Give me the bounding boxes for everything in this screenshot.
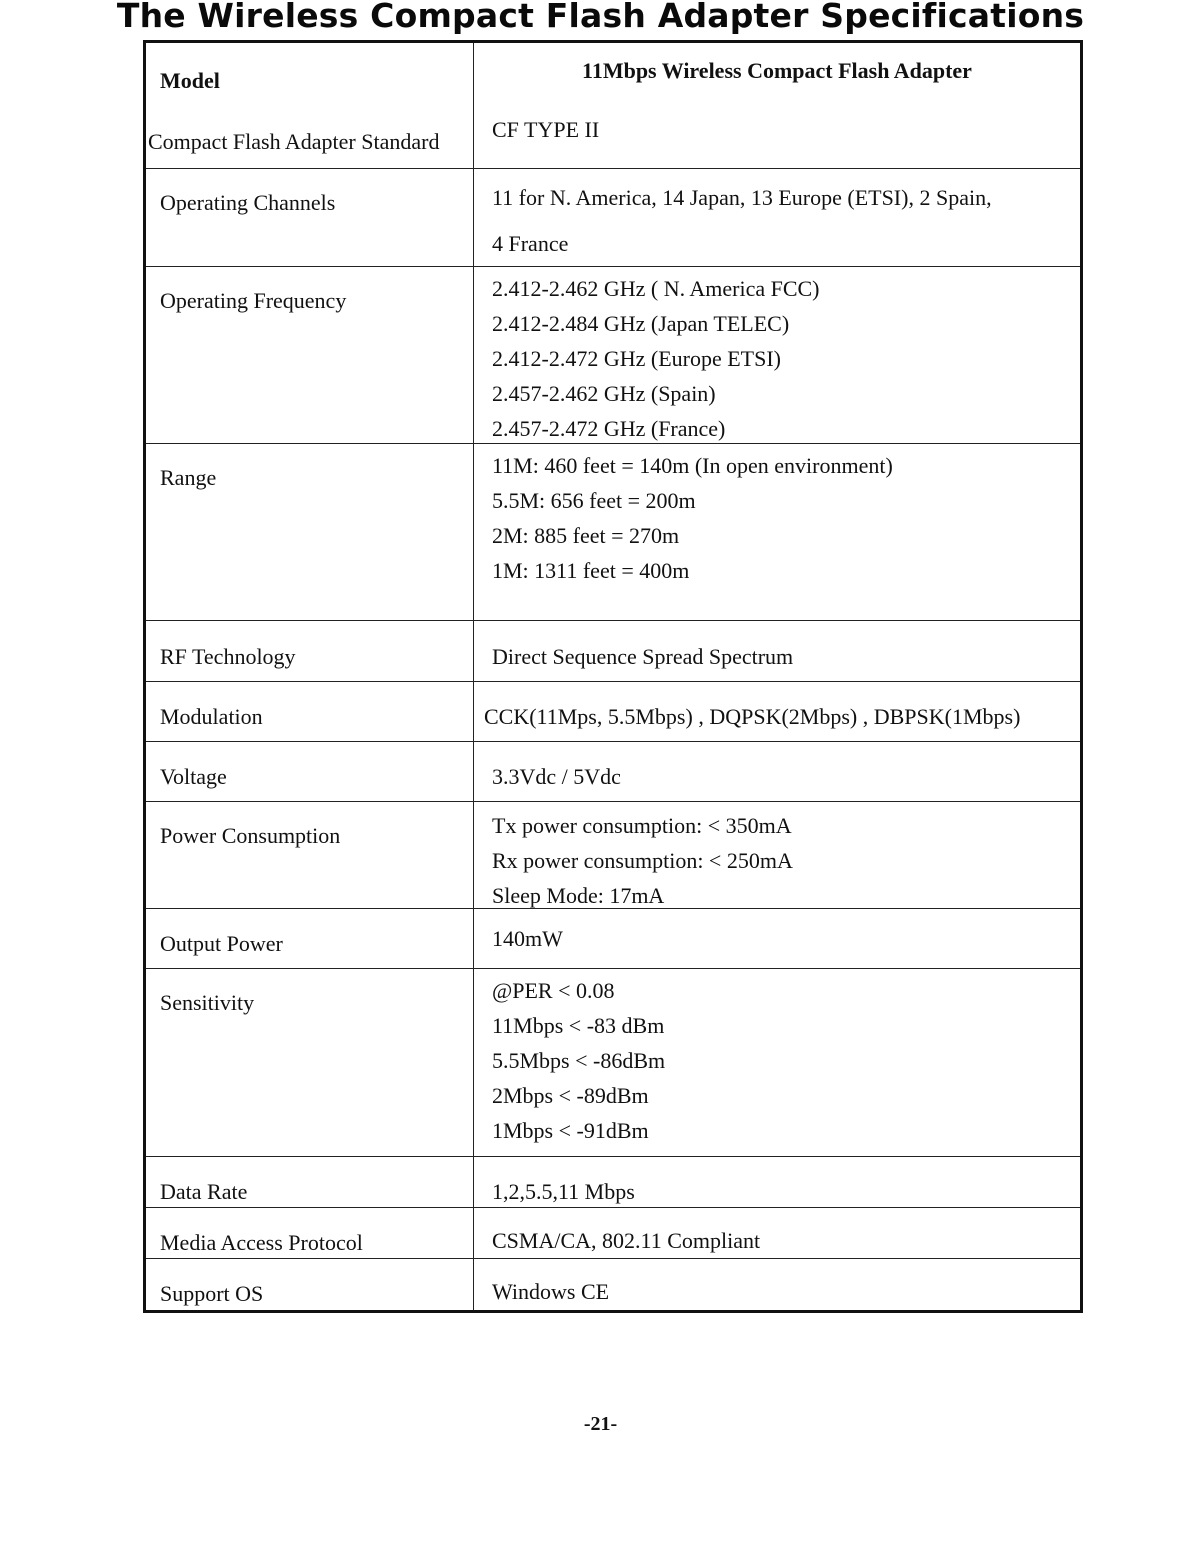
row-value (474, 1157, 1080, 1207)
table-row (146, 968, 1080, 1156)
value-line: 2.412-2.472 GHz (Europe ETSI) (492, 346, 781, 371)
page-number: -21- (583, 1413, 618, 1435)
value-line: Sleep Mode: 17mA (492, 883, 665, 908)
row-label: Output Power (146, 909, 474, 968)
value-line: Direct Sequence Spread Spectrum (492, 644, 794, 669)
row-value (474, 267, 1080, 443)
row-value (474, 444, 1080, 620)
row-value (474, 108, 1080, 168)
row-label: Modulation (146, 682, 474, 741)
row-value (474, 909, 1080, 968)
row-label: Support OS (146, 1259, 474, 1310)
table-row (146, 266, 1080, 443)
spec-table (143, 40, 1083, 1313)
header-value: 11Mbps Wireless Compact Flash Adapter (582, 58, 972, 83)
value-line: @PER < 0.08 (492, 978, 615, 1003)
header-label: Model (146, 43, 474, 108)
row-value (474, 742, 1080, 801)
value-line: 11M: 460 feet = 140m (In open environment) (492, 453, 893, 478)
value-line: 11 for N. America, 14 Japan, 13 Europe (ETSI), 2 Spain, (492, 185, 992, 210)
table-row (146, 1207, 1080, 1258)
row-label: Power Consumption (146, 802, 474, 908)
table-row (146, 681, 1080, 741)
value-line: CSMA/CA, 802.11 Compliant (492, 1228, 761, 1253)
row-label: RF Technology (146, 621, 474, 681)
value-line: Tx power consumption: < 350mA (492, 813, 792, 838)
value-line: Windows CE (492, 1279, 610, 1304)
row-label: Compact Flash Adapter Standard (146, 108, 474, 168)
row-value (474, 1208, 1080, 1258)
table-row (146, 108, 1080, 168)
value-line: 1Mbps < -91dBm (492, 1118, 649, 1143)
row-value (474, 802, 1080, 908)
row-value (474, 969, 1080, 1156)
value-line: 2.457-2.472 GHz (France) (492, 416, 726, 441)
value-line: CCK(11Mps, 5.5Mbps) , DQPSK(2Mbps) , DBPSK(1Mbps) (484, 704, 1021, 729)
value-line: 2.412-2.462 GHz ( N. America FCC) (492, 276, 820, 301)
table-row (146, 168, 1080, 266)
page-title: The Wireless Compact Flash Adapter Specifications (116, 0, 1085, 35)
table-header-row (146, 43, 1080, 108)
value-line: 5.5M: 656 feet = 200m (492, 488, 696, 513)
row-label: Sensitivity (146, 969, 474, 1156)
value-line: 2Mbps < -89dBm (492, 1083, 649, 1108)
value-line: 2M: 885 feet = 270m (492, 523, 680, 548)
value-line: 140mW (492, 926, 563, 951)
row-value (474, 682, 1080, 741)
row-value (474, 1259, 1080, 1310)
value-line: 3.3Vdc / 5Vdc (492, 764, 621, 789)
row-label: Range (146, 444, 474, 620)
value-line: 2.457-2.462 GHz (Spain) (492, 381, 716, 406)
value-line: 5.5Mbps < -86dBm (492, 1048, 666, 1073)
table-row (146, 741, 1080, 801)
row-label: Operating Frequency (146, 267, 474, 443)
value-line: 1M: 1311 feet = 400m (492, 558, 690, 583)
row-value (474, 621, 1080, 681)
row-label: Media Access Protocol (146, 1208, 474, 1258)
table-row (146, 908, 1080, 968)
table-row (146, 443, 1080, 620)
value-line: Rx power consumption: < 250mA (492, 848, 793, 873)
value-line: 2.412-2.484 GHz (Japan TELEC) (492, 311, 790, 336)
row-label: Voltage (146, 742, 474, 801)
value-line: 1,2,5.5,11 Mbps (492, 1179, 635, 1204)
table-row (146, 1156, 1080, 1207)
row-value (474, 169, 1080, 266)
value-line: 4 France (492, 231, 569, 256)
row-label: Data Rate (146, 1157, 474, 1207)
table-row (146, 801, 1080, 908)
row-label: Operating Channels (146, 169, 474, 266)
value-line: CF TYPE II (492, 117, 600, 142)
table-row (146, 1258, 1080, 1310)
value-line: 11Mbps < -83 dBm (492, 1013, 665, 1038)
table-row (146, 620, 1080, 681)
